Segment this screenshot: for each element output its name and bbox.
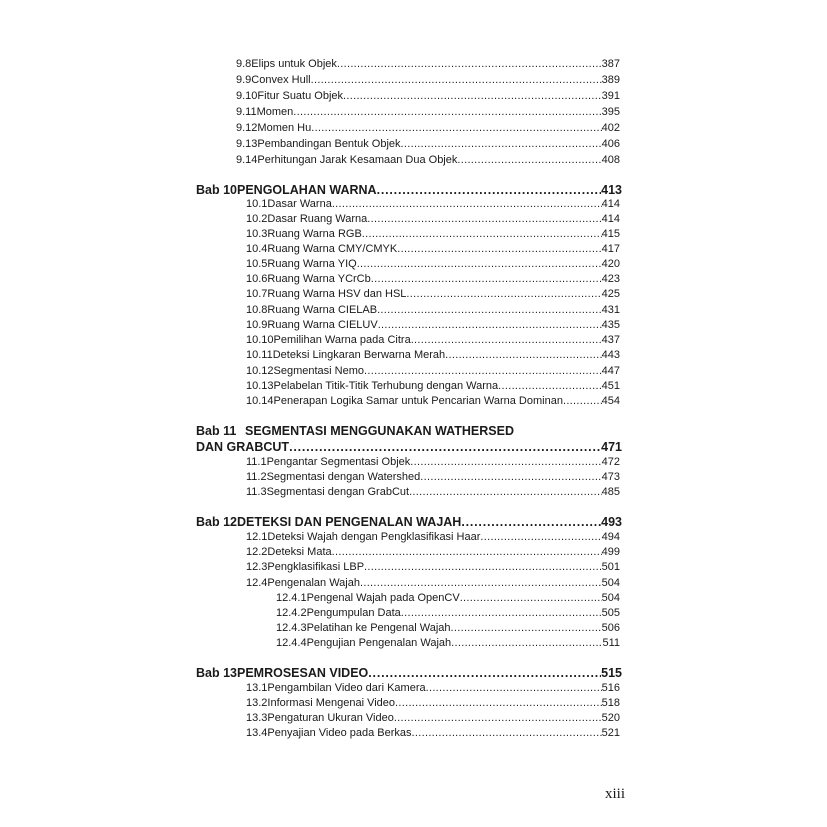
section-number: 13.4 [246, 727, 268, 739]
section-title: Segmentasi Nemo [273, 365, 365, 377]
page-number: 454 [601, 395, 620, 407]
section-title: Deteksi Mata [267, 546, 332, 558]
page-number: 499 [601, 546, 620, 558]
section-number: 11.2 [246, 471, 267, 483]
section-title: Momen Hu [257, 122, 312, 134]
page-number: 520 [601, 712, 620, 724]
section-title: Informasi Mengenai Video [267, 697, 396, 709]
section-number: 10.10 [246, 334, 274, 346]
page-number: 473 [601, 471, 620, 483]
section-number: 13.1 [246, 682, 268, 694]
chapter-heading [196, 515, 622, 529]
section-number: 10.13 [246, 380, 274, 392]
section-number: 12.3 [246, 561, 268, 573]
page-number: 420 [601, 258, 620, 270]
toc-entry [246, 486, 620, 498]
chapter-title: PENGOLAHAN WARNA [237, 183, 377, 197]
section-title: Ruang Warna CMY/CMYK [267, 243, 398, 255]
page-number: 521 [601, 727, 620, 739]
section-title: Elips untuk Objek [251, 58, 337, 70]
section-number: 10.9 [246, 319, 268, 331]
section-title: Pengambilan Video dari Kamera [267, 682, 426, 694]
toc-entry [246, 243, 620, 255]
leader-dots [563, 395, 602, 407]
chapter-heading [196, 666, 622, 680]
toc-entry [246, 334, 620, 346]
toc-entry [246, 228, 620, 240]
page-number: 505 [601, 607, 620, 619]
toc-entry [246, 213, 620, 225]
leader-dots [362, 228, 602, 240]
section-title: Ruang Warna HSV dan HSL [267, 288, 407, 300]
section-number: 10.7 [246, 288, 268, 300]
leader-dots [420, 471, 601, 483]
toc-subentry [276, 622, 620, 634]
leader-dots [364, 365, 602, 377]
toc-entry [236, 154, 620, 166]
leader-dots [397, 243, 601, 255]
section-title: Pengenal Wajah pada OpenCV [306, 592, 460, 604]
section-title: Pengantar Segmentasi Objek [266, 456, 411, 468]
section-title: Deteksi Lingkaran Berwarna Merah [272, 349, 446, 361]
page-number: 515 [601, 666, 622, 680]
section-number: 12.1 [246, 531, 268, 543]
chapter-label: Bab 12 [196, 515, 237, 529]
chapter-title: PEMROSESAN VIDEO [237, 666, 369, 680]
toc-entry [236, 90, 620, 102]
section-title: Dasar Warna [267, 198, 332, 210]
toc-entry [246, 697, 620, 709]
section-title: Perhitungan Jarak Kesamaan Dua Objek [257, 154, 458, 166]
leader-dots [426, 682, 602, 694]
toc-entry [246, 727, 620, 739]
section-number: 10.6 [246, 273, 268, 285]
leader-dots [460, 592, 602, 604]
section-number: 10.3 [246, 228, 268, 240]
section-number: 9.13 [236, 138, 258, 150]
section-title: Convex Hull [251, 74, 311, 86]
page-number: 402 [601, 122, 620, 134]
section-number: 9.12 [236, 122, 258, 134]
page-folio: xiii [604, 786, 625, 802]
page-number: 414 [601, 198, 620, 210]
page-number: 518 [601, 697, 620, 709]
leader-dots [368, 666, 601, 680]
leader-dots [337, 58, 602, 70]
page-number: 447 [601, 365, 620, 377]
page-number: 501 [601, 561, 620, 573]
section-number: 12.4.1 [276, 592, 307, 604]
leader-dots [394, 712, 602, 724]
leader-dots [461, 515, 601, 529]
section-title: Penyajian Video pada Berkas [267, 727, 412, 739]
leader-dots [457, 154, 601, 166]
toc-subentry [276, 637, 620, 649]
section-number: 10.2 [246, 213, 268, 225]
leader-dots [360, 577, 602, 589]
toc-entry [246, 682, 620, 694]
leader-dots [406, 288, 601, 300]
section-title: Pelatihan ke Pengenal Wajah [306, 622, 451, 634]
leader-dots [289, 440, 601, 454]
toc-entry [246, 273, 620, 285]
toc-entry [246, 198, 620, 210]
leader-dots [401, 138, 602, 150]
page-number: 443 [601, 349, 620, 361]
leader-dots [451, 637, 602, 649]
leader-dots [401, 607, 602, 619]
leader-dots [364, 561, 602, 573]
page-number: 389 [601, 74, 620, 86]
leader-dots [395, 697, 602, 709]
section-title: Fitur Suatu Objek [257, 90, 344, 102]
page-number: 472 [601, 456, 620, 468]
toc-entry [246, 349, 620, 361]
toc-entry [236, 106, 620, 118]
leader-dots [332, 198, 602, 210]
section-number: 9.9 [236, 74, 252, 86]
leader-dots [412, 727, 602, 739]
section-number: 12.4.3 [276, 622, 307, 634]
chapter-label: Bab 10 [196, 183, 237, 197]
toc-entry [246, 304, 620, 316]
section-number: 13.3 [246, 712, 268, 724]
page-number: 516 [601, 682, 620, 694]
section-title: Pembandingan Bentuk Objek [257, 138, 401, 150]
toc-entry [246, 365, 620, 377]
section-title: Pemilihan Warna pada Citra [273, 334, 411, 346]
section-number: 12.2 [246, 546, 268, 558]
leader-dots [451, 622, 602, 634]
section-title: Pengaturan Ukuran Video [267, 712, 394, 724]
leader-dots [378, 319, 602, 331]
section-number: 10.4 [246, 243, 268, 255]
section-number: 10.8 [246, 304, 268, 316]
section-number: 11.1 [246, 456, 267, 468]
toc-entry [246, 288, 620, 300]
toc-entry [246, 395, 620, 407]
leader-dots [498, 380, 601, 392]
leader-dots [480, 531, 601, 543]
chapter-heading-line1 [196, 424, 514, 438]
leader-dots [410, 456, 601, 468]
toc-entry [236, 138, 620, 150]
page-number: 504 [601, 592, 620, 604]
section-title: Segmentasi dengan GrabCut [266, 486, 410, 498]
page-number: 415 [601, 228, 620, 240]
page-number: 387 [601, 58, 620, 70]
section-number: 10.14 [246, 395, 274, 407]
leader-dots [411, 334, 602, 346]
chapter-title-continued: DAN GRABCUT [196, 440, 290, 454]
leader-dots [357, 258, 602, 270]
toc-subentry [276, 592, 620, 604]
toc-entry [246, 319, 620, 331]
section-title: Pengumpulan Data [306, 607, 401, 619]
leader-dots [293, 106, 601, 118]
section-number: 10.12 [246, 365, 274, 377]
chapter-label: Bab 11 [196, 424, 237, 438]
leader-dots [371, 273, 602, 285]
page-number: 494 [601, 531, 620, 543]
toc-entry [236, 58, 620, 70]
section-title: Ruang Warna YIQ [267, 258, 357, 270]
leader-dots [367, 213, 601, 225]
section-number: 12.4.2 [276, 607, 307, 619]
page-number: 471 [601, 440, 622, 454]
toc-entry [246, 546, 620, 558]
section-title: Pelabelan Titik-Titik Terhubung dengan Warna [273, 380, 499, 392]
page-number: 504 [601, 577, 620, 589]
section-number: 12.4.4 [276, 637, 307, 649]
section-title: Ruang Warna CIELUV [267, 319, 378, 331]
section-number: 9.11 [236, 106, 257, 118]
page-number: 425 [601, 288, 620, 300]
section-title: Ruang Warna YCrCb [267, 273, 371, 285]
toc-entry [246, 712, 620, 724]
section-number: 12.4 [246, 577, 268, 589]
page-number: 406 [601, 138, 620, 150]
section-title: Pengujian Pengenalan Wajah [306, 637, 452, 649]
section-title: Pengklasifikasi LBP [267, 561, 365, 573]
chapter-title: SEGMENTASI MENGGUNAKAN WATHERSED [245, 424, 514, 438]
toc-entry [246, 561, 620, 573]
toc-entry [236, 122, 620, 134]
toc-subentry [276, 607, 620, 619]
page-number: 511 [602, 637, 620, 649]
page-number: 437 [601, 334, 620, 346]
section-title: Deteksi Wajah dengan Pengklasifikasi Haar [267, 531, 481, 543]
page-number: 431 [601, 304, 620, 316]
section-number: 10.1 [246, 198, 268, 210]
page-number: 414 [601, 213, 620, 225]
leader-dots [343, 90, 602, 102]
section-number: 10.5 [246, 258, 268, 270]
section-title: Ruang Warna CIELAB [267, 304, 378, 316]
page-number: 485 [601, 486, 620, 498]
leader-dots [311, 74, 602, 86]
section-number: 10.11 [246, 349, 273, 361]
section-title: Pengenalan Wajah [267, 577, 360, 589]
leader-dots [445, 349, 602, 361]
leader-dots [332, 546, 602, 558]
page-number: 435 [601, 319, 620, 331]
page-number: 451 [601, 380, 620, 392]
toc-entry [246, 380, 620, 392]
leader-dots [377, 183, 602, 197]
leader-dots [311, 122, 601, 134]
page-number: 395 [601, 106, 620, 118]
section-title: Momen [256, 106, 294, 118]
page-number: 423 [601, 273, 620, 285]
section-number: 11.3 [246, 486, 267, 498]
chapter-heading [196, 183, 622, 197]
toc-entry [246, 577, 620, 589]
page-number: 408 [601, 154, 620, 166]
toc-entry [246, 456, 620, 468]
leader-dots [409, 486, 602, 498]
toc-entry [246, 258, 620, 270]
toc-entry [246, 531, 620, 543]
section-title: Segmentasi dengan Watershed [266, 471, 421, 483]
chapter-label: Bab 13 [196, 666, 237, 680]
chapter-heading [196, 440, 622, 454]
section-number: 9.14 [236, 154, 258, 166]
page-number: 417 [601, 243, 620, 255]
page-number: 391 [601, 90, 620, 102]
page-number: 506 [601, 622, 620, 634]
section-title: Dasar Ruang Warna [267, 213, 368, 225]
section-number: 13.2 [246, 697, 268, 709]
section-number: 9.10 [236, 90, 258, 102]
toc-entry [236, 74, 620, 86]
page-number: 413 [601, 183, 622, 197]
section-title: Penerapan Logika Samar untuk Pencarian Warna Dominan [273, 395, 563, 407]
leader-dots [377, 304, 602, 316]
section-title: Ruang Warna RGB [267, 228, 362, 240]
section-number: 9.8 [236, 58, 252, 70]
chapter-title: DETEKSI DAN PENGENALAN WAJAH [237, 515, 462, 529]
page-number: 493 [601, 515, 622, 529]
toc-entry [246, 471, 620, 483]
